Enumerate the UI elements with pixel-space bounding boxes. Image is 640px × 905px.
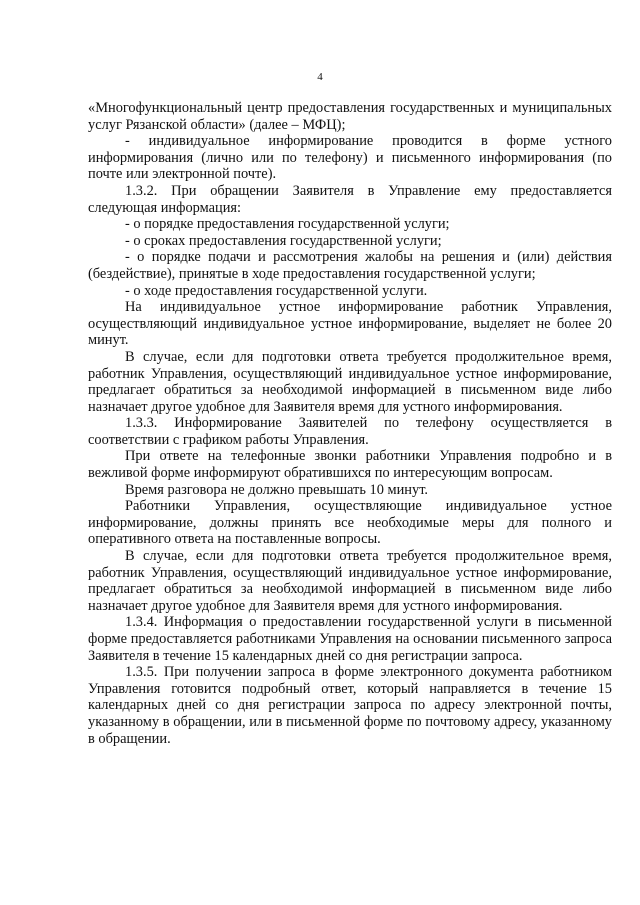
paragraph-1-3-5: 1.3.5. При получении запроса в форме электронного документа работником Управления готовится подробный ответ, который направляется в течение 15 календарных дней со дня регистрации запроса по адресу электронной почты, указанному в обращении, или в письменной форме по почтовому адресу, указанному в обращении. [88,664,612,747]
list-item-complaints: - о порядке подачи и рассмотрения жалобы на решения и (или) действия (бездействие), принятые в ходе предоставления государственной услуги; [88,249,612,282]
list-item-procedure: - о порядке предоставления государственной услуги; [125,216,450,233]
paragraph-extended-time-1: В случае, если для подготовки ответа требуется продолжительное время, работник Управления, осуществляющий индивидуальное устное информирование, предлагает обратиться за необходимой информацией в письменном виде либо назначает другое удобное для Заявителя время для устного информирования. [88,348,612,415]
paragraph-individual-informing: - индивидуальное информирование проводится в форме устного информирования (лично или по телефону) и письменного информирования (по почте или электронной почте). [88,133,612,183]
list-item-progress: - о ходе предоставления государственной услуги. [125,282,428,299]
paragraph-mfc-name: «Многофункциональный центр предоставления государственных и муниципальных услуг Рязанской области» (далее – МФЦ); [88,100,612,133]
paragraph-employees-measures: Работники Управления, осуществляющие индивидуальное устное информирование, должны принять все необходимые меры для полного и оперативного ответа на поставленные вопросы. [88,498,612,548]
paragraph-oral-time-limit: На индивидуальное устное информирование работник Управления, осуществляющий индивидуальное устное информирование, выделяет не более 20 минут. [88,299,612,349]
page-number: 4 [317,71,323,83]
paragraph-1-3-4: 1.3.4. Информация о предоставлении государственной услуги в письменной форме предоставляется работниками Управления на основании письменного запроса Заявителя в течение 15 календарных дней со дня регистрации запроса. [88,614,612,664]
list-item-deadlines: - о сроках предоставления государственной услуги; [125,232,442,249]
paragraph-call-duration: Время разговора не должно превышать 10 минут. [125,481,429,498]
document-body [88,100,612,747]
paragraph-1-3-2: 1.3.2. При обращении Заявителя в Управление ему предоставляется следующая информация: [88,182,612,216]
paragraph-1-3-3: 1.3.3. Информирование Заявителей по телефону осуществляется в соответствии с графиком работы Управления. [88,415,612,448]
paragraph-extended-time-2: В случае, если для подготовки ответа требуется продолжительное время, работник Управления, осуществляющий индивидуальное устное информирование, предлагает обратиться за необходимой информацией в письменном виде либо назначает другое удобное для Заявителя время для устного информирования. [88,548,612,614]
paragraph-phone-answers: При ответе на телефонные звонки работники Управления подробно и в вежливой форме информируют обратившихся по интересующим вопросам. [88,448,612,482]
